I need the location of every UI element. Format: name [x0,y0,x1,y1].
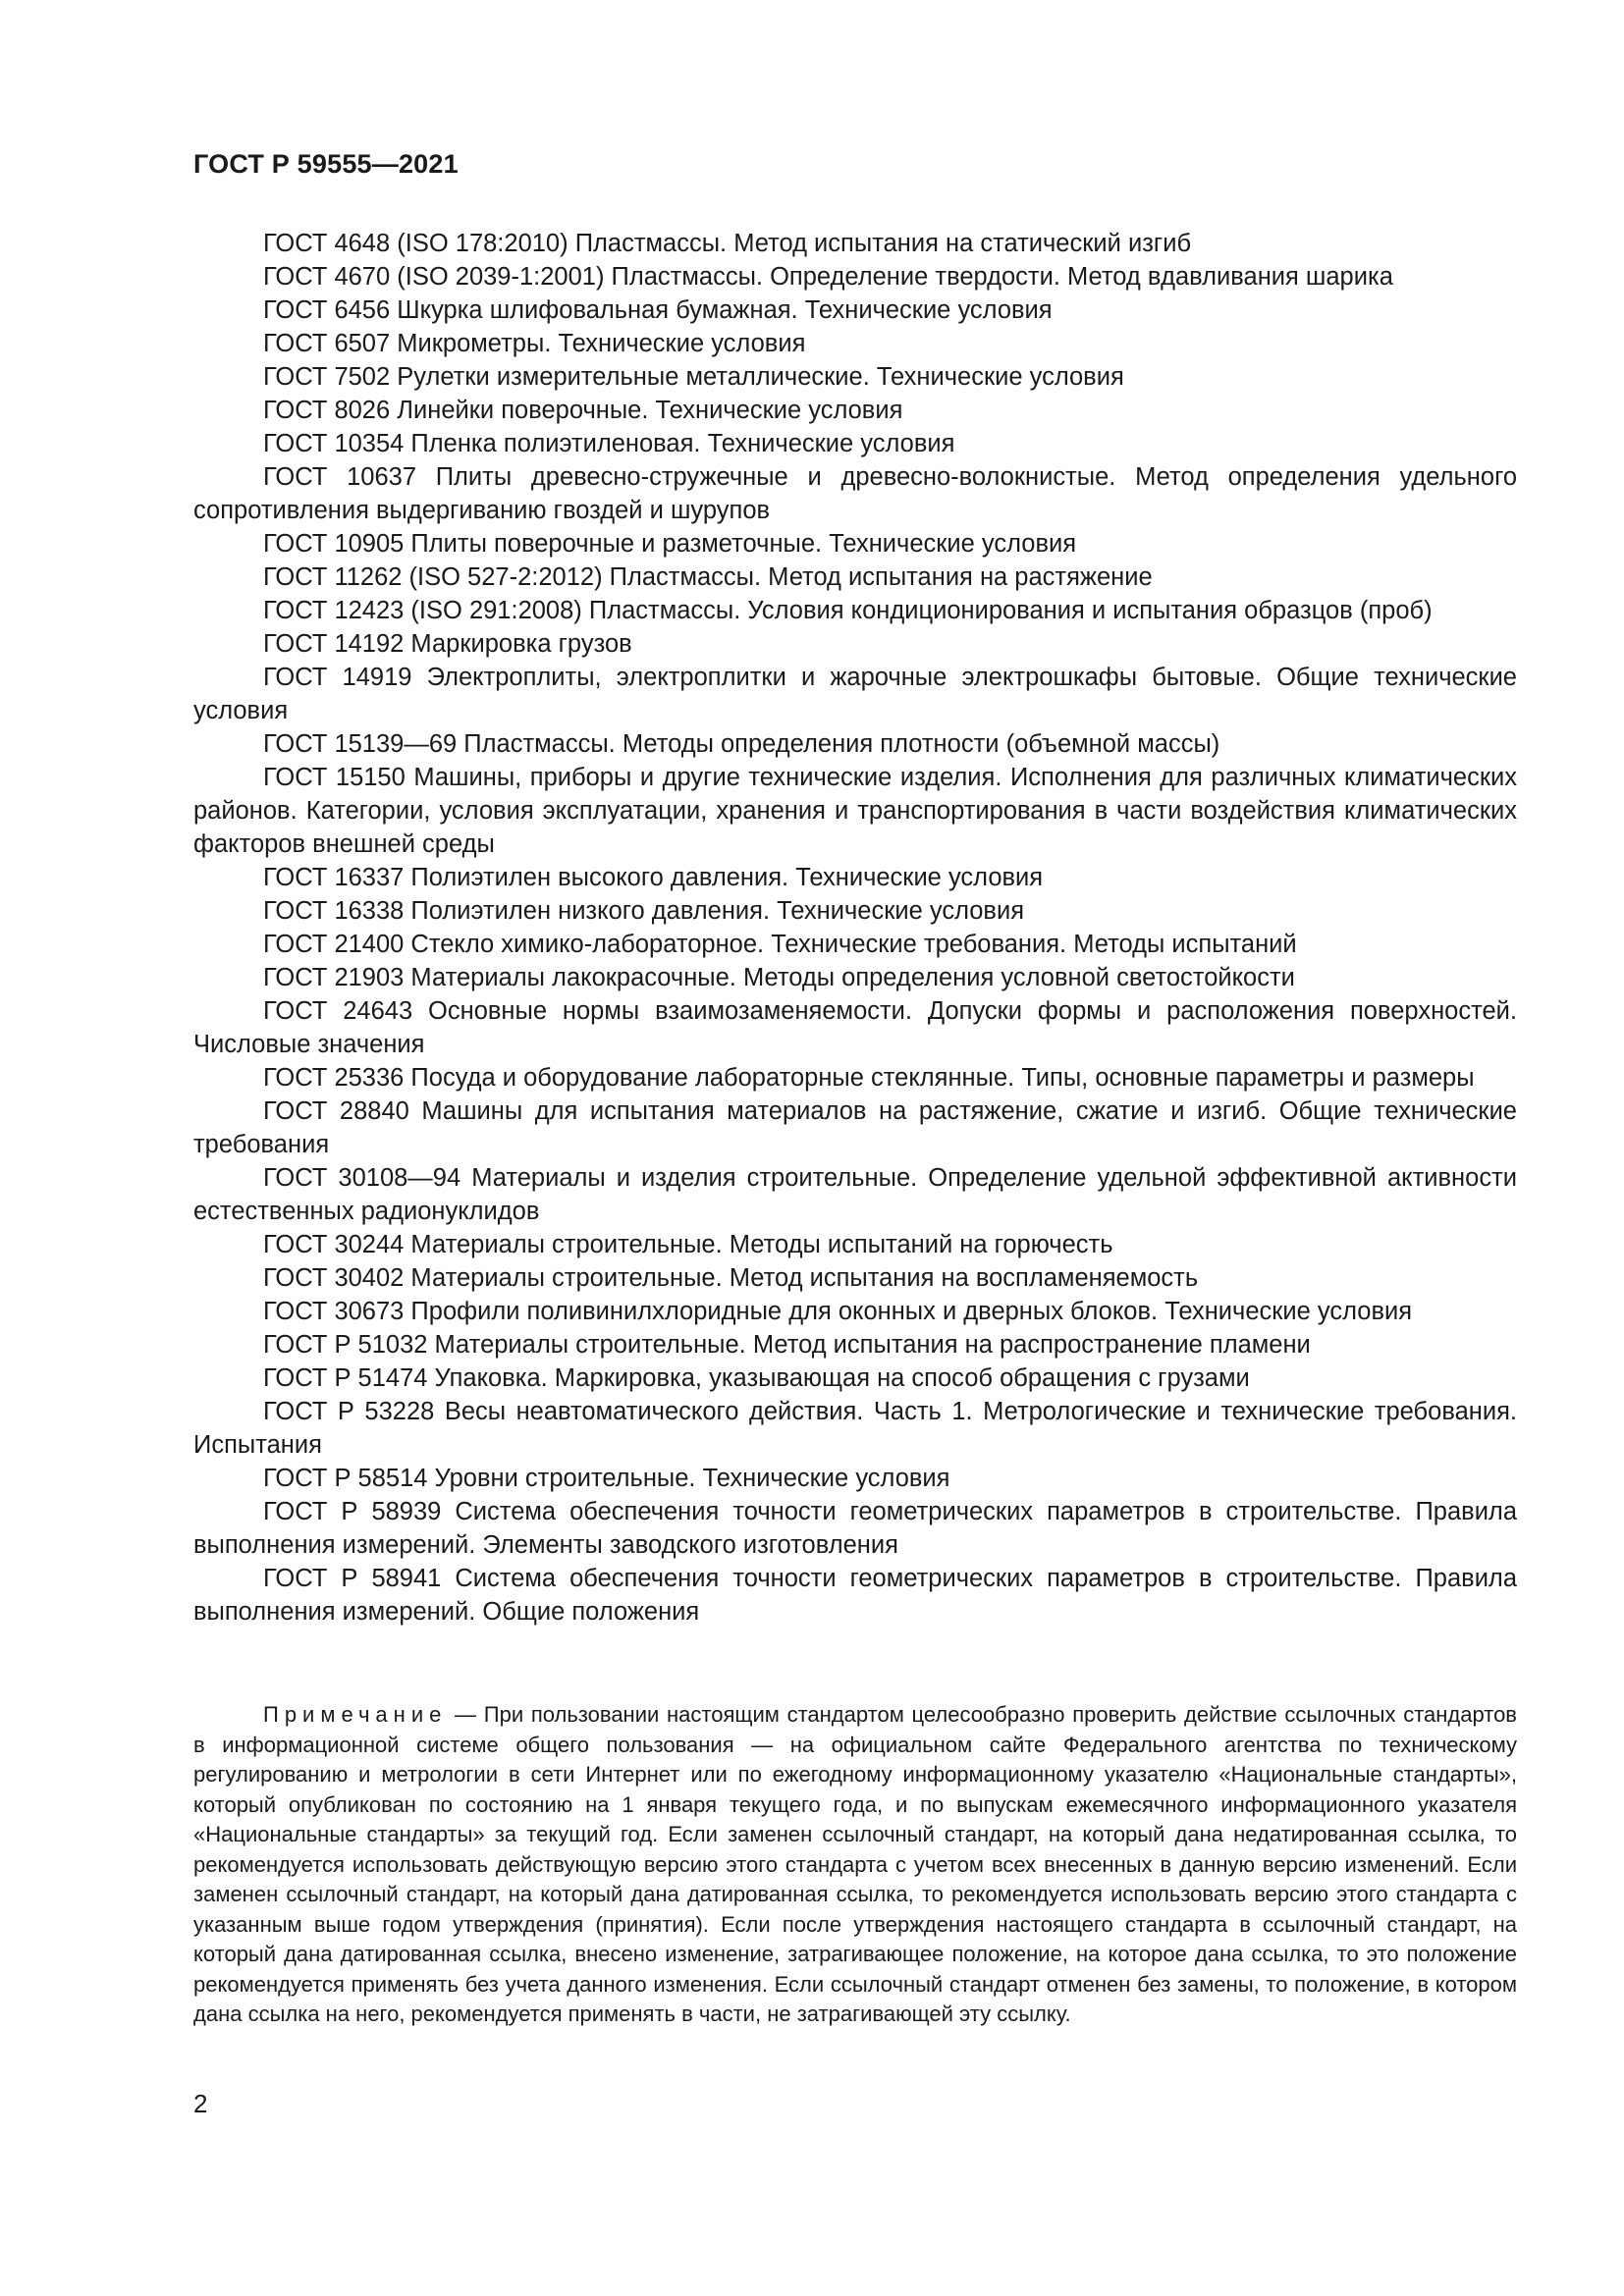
normative-references-list [193,227,1517,1629]
reference-item: ГОСТ 30673 Профили поливинилхлоридные для оконных и дверных блоков. Технические условия [263,1298,1413,1325]
reference-item: ГОСТ 21400 Стекло химико-лабораторное. Технические требования. Методы испытаний [263,931,1297,958]
reference-item: ГОСТ 28840 Машины для испытания материалов на растяжение, сжатие и изгиб. Общие технические требования [193,1097,1517,1158]
reference-item: ГОСТ 11262 (ISO 527-2:2012) Пластмассы. Метод испытания на растяжение [263,563,1153,591]
reference-item: ГОСТ 4670 (ISO 2039-1:2001) Пластмассы. Определение твердости. Метод вдавливания шарика [263,263,1393,291]
reference-item: ГОСТ 24643 Основные нормы взаимозаменяемости. Допуски формы и расположения поверхностей. Числовые значения [193,997,1517,1058]
reference-item: ГОСТ 25336 Посуда и оборудование лабораторные стеклянные. Типы, основные параметры и размеры [263,1064,1475,1092]
note-paragraph [193,1700,1517,2030]
reference-item: ГОСТ 16337 Полиэтилен высокого давления. Технические условия [263,864,1044,891]
reference-item: ГОСТ 10905 Плиты поверочные и разметочные. Технические условия [263,530,1077,558]
document-header: ГОСТ Р 59555—2021 [193,149,459,179]
reference-item: ГОСТ 6456 Шкурка шлифовальная бумажная. Технические условия [263,296,1053,324]
reference-item: ГОСТ 30244 Материалы строительные. Методы испытаний на горючесть [263,1231,1113,1258]
reference-item: ГОСТ 15139—69 Пластмассы. Методы определения плотности (объемной массы) [263,730,1220,758]
reference-item: ГОСТ 7502 Рулетки измерительные металлические. Технические условия [263,363,1124,391]
note-block [193,1700,1517,2030]
note-text: — При пользовании настоящим стандартом целесообразно проверить действие ссылочных стандартов в информационной системе общего пользования — на официальном сайте Федерального агентства по техническому регулированию и метрологии в сети Интернет или по ежегодному информационному указателю «Национальные стандарты», который опубликован по состоянию на 1 января текущего года, и по выпускам ежемесячного информационного указателя «Национальные стандарты» за текущий год. Если заменен ссылочный стандарт, на который дана недатированная ссылка, то рекомендуется использовать действующую версию этого стандарта с учетом всех внесенных в данную версию изменений. Если заменен ссылочный стандарт, на который дана датированная ссылка, то рекомендуется использовать версию этого стандарта с указанным выше годом утверждения (принятия). Если после утверждения настоящего стандарта в ссылочный стандарт, на который дана датированная ссылка, внесено изменение, затрагивающее положение, на которое дана ссылка, то это положение рекомендуется применять без учета данного изменения. Если ссылочный стандарт отменен без замены, то положение, в котором дана ссылка на него, рекомендуется применять в части, не затрагивающей эту ссылку. [193,1702,1517,2026]
reference-item: ГОСТ Р 53228 Весы неавтоматического действия. Часть 1. Метрологические и технические требования. Испытания [193,1398,1517,1459]
reference-item: ГОСТ 16338 Полиэтилен низкого давления. Технические условия [263,897,1025,925]
reference-item: ГОСТ 14192 Маркировка грузов [263,630,632,658]
page-number: 2 [193,2089,208,2118]
reference-item: ГОСТ Р 58514 Уровни строительные. Технические условия [263,1465,950,1492]
reference-item: ГОСТ 12423 (ISO 291:2008) Пластмассы. Условия кондиционирования и испытания образцов (проб) [263,597,1433,624]
reference-item: ГОСТ Р 58939 Система обеспечения точности геометрических параметров в строительстве. Правила выполнения измерений. Элементы заводского изготовления [193,1498,1517,1559]
reference-item: ГОСТ Р 51474 Упаковка. Маркировка, указывающая на способ обращения с грузами [263,1364,1250,1392]
reference-item: ГОСТ 30108—94 Материалы и изделия строительные. Определение удельной эффективной активности естественных радионуклидов [193,1164,1517,1225]
reference-item: ГОСТ 8026 Линейки поверочные. Технические условия [263,397,903,424]
reference-item: ГОСТ 4648 (ISO 178:2010) Пластмассы. Метод испытания на статический изгиб [263,230,1192,257]
note-label: Примечание [263,1702,448,1727]
reference-item: ГОСТ Р 51032 Материалы строительные. Метод испытания на распространение пламени [263,1331,1311,1359]
reference-item: ГОСТ 30402 Материалы строительные. Метод испытания на воспламеняемость [263,1264,1199,1292]
reference-item: ГОСТ 14919 Электроплиты, электроплитки и жарочные электрошкафы бытовые. Общие технические условия [193,664,1517,724]
reference-item: ГОСТ 6507 Микрометры. Технические условия [263,330,806,357]
reference-item: ГОСТ 10637 Плиты древесно-стружечные и древесно-волокнистые. Метод определения удельного сопротивления выдергиванию гвоздей и шурупов [193,463,1517,524]
reference-item: ГОСТ Р 58941 Система обеспечения точности геометрических параметров в строительстве. Правила выполнения измерений. Общие положения [193,1565,1517,1626]
reference-item: ГОСТ 15150 Машины, приборы и другие технические изделия. Исполнения для различных климатических районов. Категории, условия эксплуатации, хранения и транспортирования в части воздействия климатических факторов внешней среды [193,764,1517,858]
reference-item: ГОСТ 10354 Пленка полиэтиленовая. Технические условия [263,430,955,457]
reference-item: ГОСТ 21903 Материалы лакокрасочные. Методы определения условной светостойкости [263,964,1295,991]
